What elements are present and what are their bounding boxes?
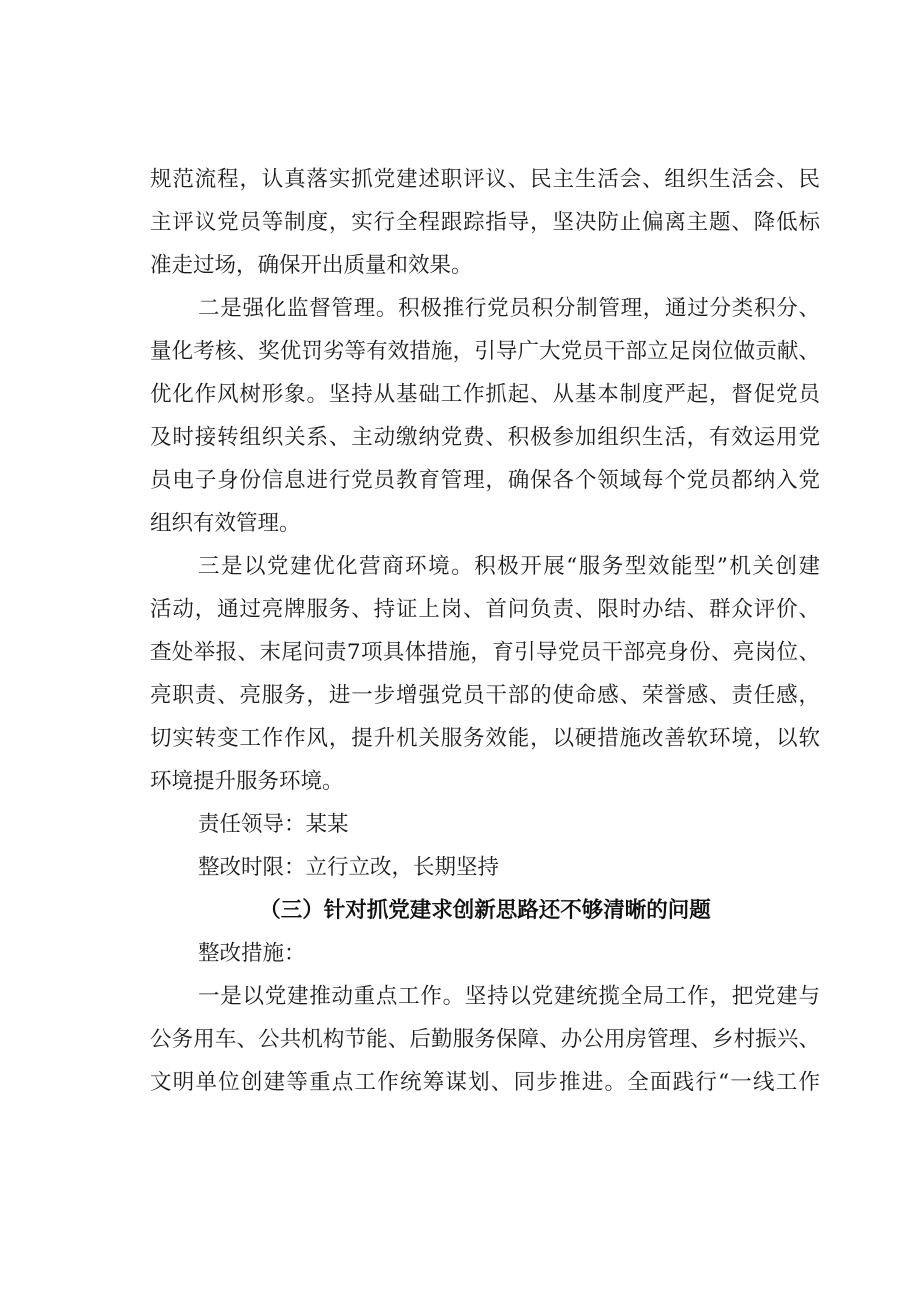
paragraph-line: 主评议党员等制度，实行全程跟踪指导，坚决防止偏离主题、降低标: [150, 210, 820, 235]
paragraph-line: 二是强化监督管理。积极推行党员积分制管理，通过分类积分、: [198, 296, 820, 321]
paragraph-line: 公务用车、公共机构节能、后勤服务保障、办公用房管理、乡村振兴、: [150, 1027, 820, 1052]
paragraph-line: 组织有效管理。: [150, 511, 301, 536]
deadline-line: 整改时限：立行立改，长期坚持: [198, 855, 500, 880]
paragraph-line: 员电子身份信息进行党员教育管理，确保各个领域每个党员都纳入党: [150, 468, 820, 493]
paragraph-line: 活动，通过亮牌服务、持证上岗、首问负责、限时办结、群众评价、: [150, 597, 820, 622]
paragraph-line: 一是以党建推动重点工作。坚持以党建统揽全局工作，把党建与: [198, 984, 820, 1009]
measures-label: 整改措施：: [198, 941, 306, 966]
paragraph-line: 文明单位创建等重点工作统筹谋划、同步推进。全面践行“一线工作: [150, 1070, 820, 1095]
paragraph-line: 亮职责、亮服务，进一步增强党员干部的使命感、荣誉感、责任感，: [150, 683, 820, 708]
responsible-leader-line: 责任领导：某某: [198, 812, 349, 837]
paragraph-line: 三是以党建优化营商环境。积极开展“服务型效能型”机关创建: [198, 554, 820, 579]
paragraph-line: 准走过场，确保开出质量和效果。: [150, 253, 473, 278]
paragraph-line: 规范流程，认真落实抓党建述职评议、民主生活会、组织生活会、民: [150, 167, 820, 192]
paragraph-line: 环境提升服务环境。: [150, 769, 344, 794]
paragraph-line: 及时接转组织关系、主动缴纳党费、积极参加组织生活，有效运用党: [150, 425, 820, 450]
paragraph-line: 查处举报、末尾问责7项具体措施，育引导党员干部亮身份、亮岗位、: [150, 640, 820, 665]
paragraph-line: 优化作风树形象。坚持从基础工作抓起、从基本制度严起，督促党员: [150, 382, 820, 407]
section-heading: （三）针对抓党建求创新思路还不够清晰的问题: [259, 898, 711, 923]
paragraph-line: 量化考核、奖优罚劣等有效措施，引导广大党员干部立足岗位做贡献、: [150, 339, 820, 364]
paragraph-line: 切实转变工作作风，提升机关服务效能，以硬措施改善软环境，以软: [150, 726, 820, 751]
